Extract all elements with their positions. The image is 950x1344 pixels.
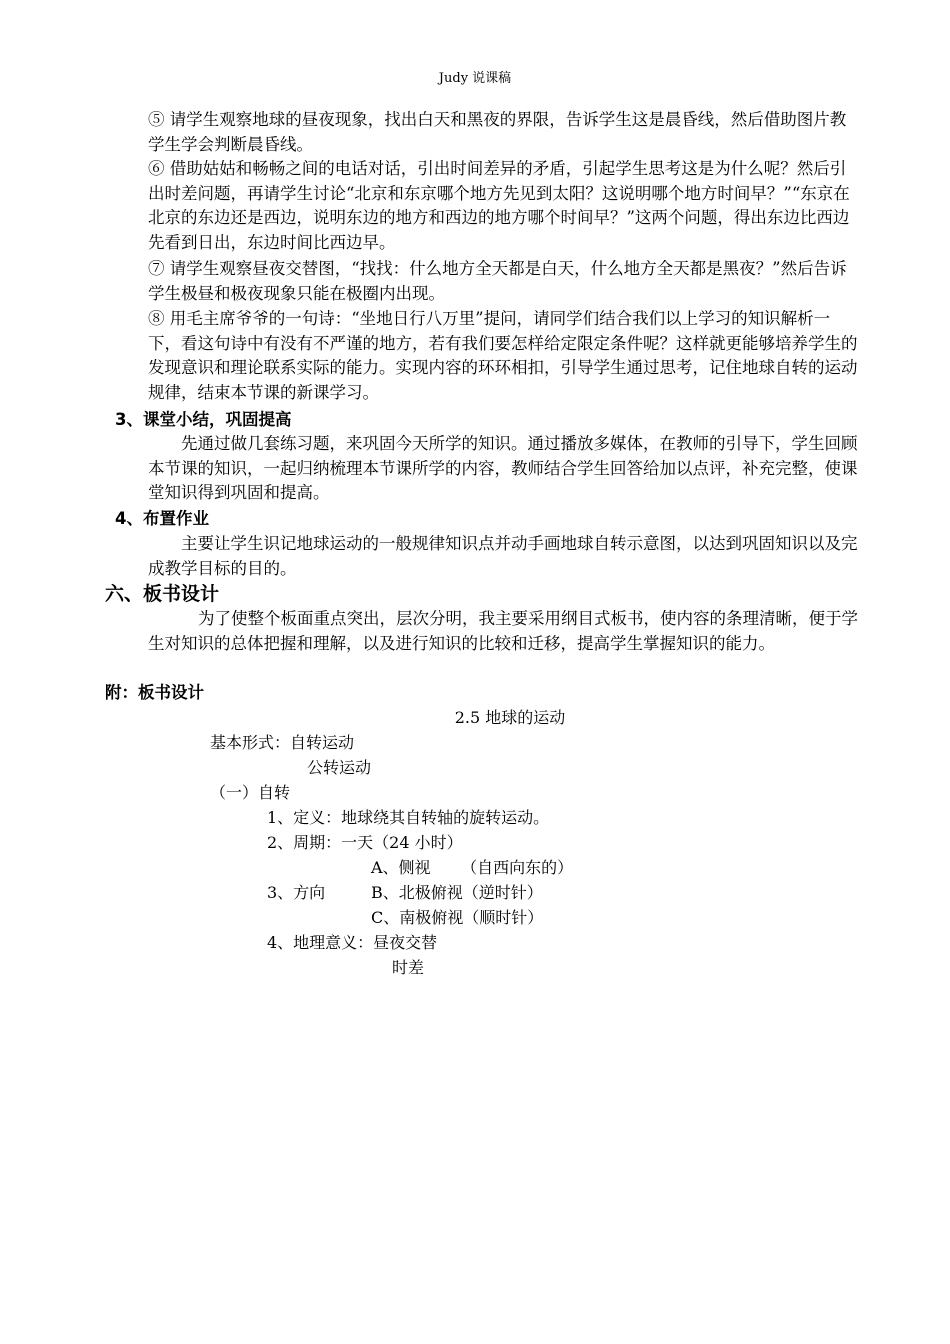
item-8-paragraph: ⑧ 用毛主席爷爷的一句诗：“坐地日行八万里”提问，请同学们结合我们以上学习的知识解析一下，看这句诗中有没有不严谨的地方，若有我们要怎样给定限定条件呢？这样就更能够培养学生的发现意识和理论联系实际的能力。实现内容的环环相扣，引导学生通过思考，记住地球自转的运动规律，结束本节课的新课学习。	[148, 309, 858, 402]
section-4-body: 主要让学生识记地球运动的一般规律知识点并动手画地球自转示意图，以达到巩固知识以及完成教学目标的目的。	[148, 534, 858, 578]
definition-line: 1、定义：地球绕其自转轴的旋转运动。	[267, 808, 550, 827]
appendix-heading: 附：板书设计	[105, 683, 204, 702]
basic-form-second: 公转运动	[307, 758, 372, 777]
meaning-second: 时差	[392, 958, 425, 977]
section-4-heading: 4、布置作业	[115, 509, 209, 528]
section-3-heading: 3、课堂小结，巩固提高	[115, 410, 292, 429]
direction-b-line: B、北极俯视（逆时针）	[371, 883, 543, 902]
board-title: 2.5 地球的运动	[454, 708, 566, 727]
meaning-line: 4、地理意义：昼夜交替	[267, 933, 438, 952]
direction-a-line: A、侧视 （自西向东的）	[371, 858, 574, 877]
item-7-paragraph: ⑦ 请学生观察昼夜交替图，“找找：什么地方全天都是白天，什么地方全天都是黑夜？”然后告诉学生极昼和极夜现象只能在极圈内出现。	[148, 259, 847, 303]
page-header: Judy 说课稿	[438, 71, 512, 86]
section-6-body: 为了使整个板面重点突出，层次分明，我主要采用纲目式板书，使内容的条理清晰，便于学生对知识的总体把握和理解，以及进行知识的比较和迁移，提高学生掌握知识的能力。	[148, 609, 858, 653]
item-6-paragraph: ⑥ 借助姑姑和畅畅之间的电话对话，引出时间差异的矛盾，引起学生思考这是为什么呢？然后引出时差问题，再请学生讨论“北京和东京哪个地方先见到太阳？这说明哪个地方时间早？”“东京在北京的东边还是西边，说明东边的地方和西边的地方哪个时间早？”这两个问题，得出东边比西边先看到日出，东边时间比西边早。	[148, 159, 850, 252]
section-6-heading: 六、板书设计	[105, 583, 220, 605]
direction-label: 3、方向	[267, 883, 326, 902]
period-line: 2、周期：一天（24 小时）	[267, 833, 463, 852]
part-one-heading: （一）自转	[210, 783, 291, 802]
section-3-body: 先通过做几套练习题，来巩固今天所学的知识。通过播放多媒体，在教师的引导下，学生回顾本节课的知识，一起归纳梳理本节课所学的内容，教师结合学生回答给加以点评，补充完整，使课堂知识得到巩固和提高。	[148, 434, 858, 502]
basic-form-line: 基本形式：自转运动	[210, 733, 355, 752]
direction-c-line: C、南极俯视（顺时针）	[371, 908, 544, 927]
item-5-paragraph: ⑤ 请学生观察地球的昼夜现象，找出白天和黑夜的界限，告诉学生这是晨昏线，然后借助图片教学生学会判断晨昏线。	[148, 110, 847, 154]
